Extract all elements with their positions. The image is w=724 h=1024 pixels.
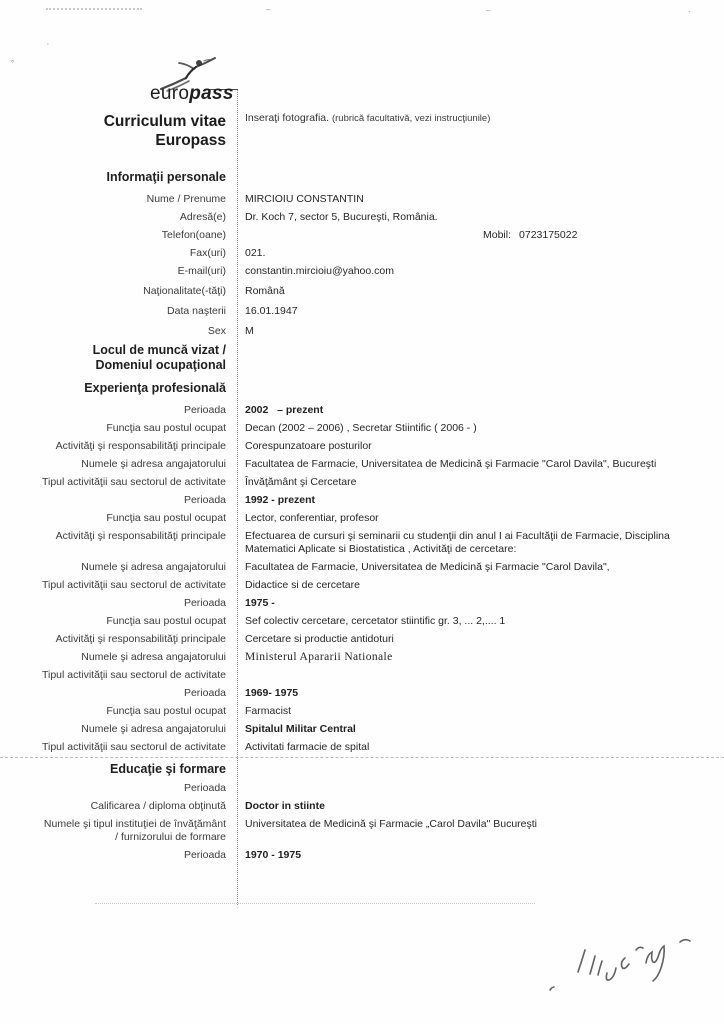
e2-period-value: 1992 - prezent — [245, 494, 316, 506]
scan-speck: – — [486, 6, 491, 15]
e2-period-row — [0, 494, 724, 507]
e3-employer-value: Ministerul Apararii Nationale — [245, 651, 393, 663]
section-heading-experience — [0, 381, 724, 396]
photo-note-main: Inseraţi fotografia. — [245, 112, 330, 124]
address-label: Adresă(e) — [179, 211, 226, 223]
institution-label-line-2: / furnizorului de formare — [115, 831, 226, 843]
e4-sector-row — [0, 741, 724, 754]
education-heading: Educaţie şi formare — [109, 762, 226, 776]
personal-heading: Informaţii personale — [106, 170, 226, 184]
sector-label: Tipul activităţii sau sectorul de activitate — [41, 579, 226, 591]
row-address — [0, 211, 724, 224]
row-name — [0, 193, 724, 206]
e2-employer-row — [0, 561, 724, 574]
e1-activities-row — [0, 440, 724, 453]
employer-label: Numele şi adresa angajatorului — [81, 561, 226, 573]
job-target-line-2: Domeniul ocupaţional — [95, 358, 226, 372]
mobile-number: 0723175022 — [519, 229, 578, 241]
institution-label-line-1: Numele şi tipul instituţiei de învăţământ — [43, 818, 226, 830]
section-heading-job-target — [0, 343, 724, 373]
e2-position-row — [0, 512, 724, 525]
e2-position-value: Lector, conferentiar, profesor — [245, 512, 379, 524]
scan-speck: – — [266, 5, 271, 14]
e1-employer-row — [0, 458, 724, 471]
employer-label: Numele şi adresa angajatorului — [81, 458, 226, 470]
job-target-heading — [0, 343, 237, 373]
period-label: Perioada — [183, 494, 226, 506]
fax-label: Fax(uri) — [189, 247, 226, 259]
e1-period-value: 2002 – prezent — [245, 404, 324, 416]
e4-sector-value: Activitati farmacie de spital — [245, 741, 370, 753]
fax-value: 021. — [245, 247, 266, 259]
activities-label: Activităţi şi responsabilităţi principale — [55, 633, 226, 645]
period-label: Perioada — [183, 849, 226, 861]
position-label: Funcţia sau postul ocupat — [106, 705, 226, 717]
email-value: constantin.mircioiu@yahoo.com — [245, 265, 394, 277]
e4-employer-value: Spitalul Militar Central — [245, 723, 356, 735]
scan-speck: ° — [11, 59, 15, 68]
period-label: Perioada — [183, 404, 226, 416]
e2-employer-value: Facultatea de Farmacie, Universitatea de Medicină şi Farmacie "Carol Davila", — [245, 561, 610, 573]
row-fax — [0, 247, 724, 260]
handwritten-signature-scribble — [540, 928, 715, 1008]
edu-period2-row — [0, 849, 724, 862]
e1-position-row — [0, 422, 724, 435]
e3-position-row — [0, 615, 724, 628]
activities-label: Activităţi şi responsabilităţi principale — [55, 440, 226, 452]
e1-period-row — [0, 404, 724, 417]
position-label: Funcţia sau postul ocupat — [106, 615, 226, 627]
e4-period-row — [0, 687, 724, 700]
period-label: Perioada — [183, 687, 226, 699]
document-title — [0, 112, 237, 150]
scan-artifact-top-dashes — [46, 8, 142, 10]
nationality-value: Română — [245, 285, 285, 297]
cv-body — [0, 112, 724, 867]
edu-institution-value: Universitatea de Medicină şi Farmacie „Carol Davila" Bucureşti — [245, 818, 538, 830]
logo-word-euro: euro — [150, 83, 190, 104]
e4-employer-row — [0, 723, 724, 736]
address-value: Dr. Koch 7, sector 5, Bucureşti, România. — [245, 211, 438, 223]
employer-label: Numele şi adresa angajatorului — [81, 723, 226, 735]
section-heading-personal — [0, 170, 724, 185]
mobile-phone — [483, 229, 577, 242]
institution-label — [0, 818, 237, 844]
row-birthdate — [0, 305, 724, 318]
e1-activities-value: Corespunzatoare posturilor — [245, 440, 372, 452]
e2-sector-row — [0, 579, 724, 592]
e3-position-value: Sef colectiv cercetare, cercetator stiintific gr. 3, ... 2,.... 1 — [245, 615, 506, 627]
e4-position-row — [0, 705, 724, 718]
edu-institution-row — [0, 818, 724, 844]
row-sex — [0, 325, 724, 338]
e1-employer-value: Facultatea de Farmacie, Universitatea de Medicină şi Farmacie "Carol Davila", Bucureşti — [245, 458, 657, 470]
mobile-label: Mobil: — [483, 229, 512, 241]
edu-qualification-value: Doctor in stiinte — [245, 800, 325, 812]
phone-label: Telefon(oane) — [161, 229, 226, 241]
edu-period2-value: 1970 - 1975 — [245, 849, 302, 861]
name-label: Nume / Prenume — [146, 193, 226, 205]
e3-period-value: 1975 - — [245, 597, 275, 609]
title-row — [0, 112, 724, 150]
name-value: MIRCIOIU CONSTANTIN — [245, 193, 364, 205]
employer-label: Numele şi adresa angajatorului — [81, 651, 226, 663]
e3-period-row — [0, 597, 724, 610]
sex-label: Sex — [207, 325, 226, 337]
title-line-2: Europass — [155, 132, 226, 149]
birthdate-label: Data naşterii — [167, 305, 226, 317]
e4-period-value: 1969- 1975 — [245, 687, 299, 699]
edu-period1-row — [0, 782, 724, 795]
position-label: Funcţia sau postul ocupat — [106, 512, 226, 524]
period-label: Perioada — [183, 782, 226, 794]
email-label: E-mail(uri) — [177, 265, 226, 277]
e1-sector-value: Învăţământ şi Cercetare — [245, 476, 357, 488]
scan-artifact-bottom-dots — [95, 903, 535, 904]
section-heading-education — [0, 762, 724, 777]
nationality-label: Naţionalitate(-tăţi) — [143, 285, 226, 297]
period-label: Perioada — [183, 597, 226, 609]
job-target-line-1: Locul de muncă vizat / — [92, 343, 226, 357]
e3-activities-row — [0, 633, 724, 646]
sector-label: Tipul activităţii sau sectorul de activitate — [41, 476, 226, 488]
photo-note-sub: (rubrică facultativă, vezi instrucţiunile) — [331, 113, 491, 124]
photo-placeholder-note — [237, 112, 724, 125]
e2-sector-value: Didactice si de cercetare — [245, 579, 360, 591]
qualification-label: Calificarea / diploma obţinută — [90, 800, 226, 812]
activities-label: Activităţi şi responsabilităţi principale — [55, 530, 226, 542]
birthdate-value: 16.01.1947 — [245, 305, 298, 317]
sector-label: Tipul activităţii sau sectorul de activitate — [41, 741, 226, 753]
position-label: Funcţia sau postul ocupat — [106, 422, 226, 434]
e2-activities-value: Efectuarea de cursuri şi seminarii cu studenţii din anul I ai Facultăţii de Farmacie, Disciplina Matematici Aplicate si Biostatistica , Activităţi de cercetare: — [245, 530, 670, 555]
e1-sector-row — [0, 476, 724, 489]
e3-activities-value: Cercetare si productie antidoturi — [245, 633, 394, 645]
row-nationality — [0, 285, 724, 298]
logo-word-pass: pass — [189, 83, 234, 104]
e1-position-value: Decan (2002 – 2006) , Secretar Stiintific ( 2006 - ) — [245, 422, 477, 434]
scan-speck: ‚ — [47, 37, 49, 46]
europass-logo-wordmark — [150, 84, 234, 104]
sector-label: Tipul activităţii sau sectorul de activitate — [41, 669, 226, 681]
e3-sector-row — [0, 669, 724, 682]
e3-employer-row — [0, 651, 724, 664]
e4-position-value: Farmacist — [245, 705, 292, 717]
row-email — [0, 265, 724, 278]
sex-value: M — [245, 325, 254, 337]
title-line-1: Curriculum vitae — [103, 113, 226, 130]
edu-qualification-row — [0, 800, 724, 813]
row-phone — [0, 229, 724, 242]
experience-heading: Experienţa profesională — [84, 381, 226, 395]
scan-speck: · — [688, 7, 691, 16]
e2-activities-row — [0, 530, 724, 556]
phone-value — [237, 229, 724, 242]
